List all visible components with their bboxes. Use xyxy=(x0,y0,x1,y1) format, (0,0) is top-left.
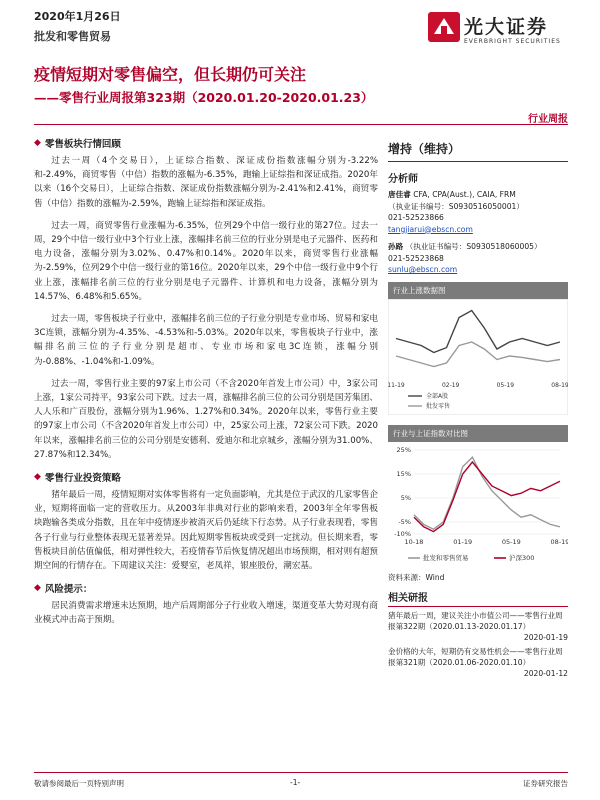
y-tick-label: 25% xyxy=(396,445,411,454)
chart-title: 行业与上证指数对比图 xyxy=(388,425,568,442)
y-tick-label: 5% xyxy=(400,493,411,502)
chart-industry-up-svg xyxy=(388,299,568,415)
paragraph: 过去一周（4个交易日），上证综合指数、深证成份指数涨幅分别为-3.22%和-2.49%，商贸零售（中信）指数的涨幅为-6.35%，跑输上证综指和深证成指。2020年以来（16个交易日），上证综合指数、深证成份指数涨幅分别为-2.41%和2.41%，商贸零售（中信）指数的涨幅为-2.59%，跑输上证综指和深证成指。 xyxy=(34,156,378,209)
chart-vs-index xyxy=(388,425,568,583)
analyst-credentials: CFA, CPA(Aust.), CAIA, FRM xyxy=(413,190,516,199)
legend-label: 批发零售 xyxy=(426,402,451,410)
x-tick-label: 08-19 xyxy=(551,381,568,389)
footer-divider xyxy=(34,772,568,773)
analyst-cert: （执业证书编号：S0930516050001） xyxy=(388,201,524,211)
x-tick-label: 02-19 xyxy=(441,381,460,389)
related-report[interactable] xyxy=(388,610,568,643)
legend-label: 全部A股 xyxy=(426,392,449,400)
y-tick-label: -5% xyxy=(398,517,411,526)
paragraph: 过去一周，商贸零售行业涨幅为-6.35%，位列29个中信一级行业的第27位。过去一周，29个中信一级行业中3个行业上涨，涨幅排名前三位的行业分别是电子元器件、医药和电力设备，涨幅分别为3.02%、0.47%和0.14%。2020年以来，商贸零售行业涨幅为-2.59%，位列29个中信一级行业的第16位。2020年以来，29个中信一级行业中9个行业上涨，涨幅排名前三位的行业分别是电子元器件、计算机和电力设备，涨幅分别为14.57%、6.48%和5.65%。 xyxy=(34,220,378,302)
report-subtitle: ——零售行业周报第323期（2020.01.20-2020.01.23） xyxy=(34,90,374,105)
logo-text-cn: 光大证券 xyxy=(464,16,549,38)
x-tick-label: 11-19 xyxy=(388,381,405,389)
x-tick-label: 05-19 xyxy=(501,537,521,546)
x-tick-label: 10-18 xyxy=(404,537,424,546)
chart-industry-up xyxy=(388,282,568,419)
paragraph: 过去一周，零售板块子行业中，涨幅排名前三位的子行业分别是专业市场、贸易和家电3C连锁，涨幅分别为-4.35%、-4.53%和-5.03%。2020年以来，零售板块子行业中，涨幅排名前三位的子行业分别是超市、专业市场和家电3C连锁，涨幅分别为-0.88%、-1.04%和-1.09%。 xyxy=(34,314,378,367)
legend-label: 沪深300 xyxy=(509,553,535,562)
related-report[interactable] xyxy=(388,646,568,679)
paragraph: 过去一周，零售行业主要的97家上市公司（不含2020年首发上市公司）中，3家公司上涨，1家公司持平，93家公司下跌。过去一周，涨幅排名前三位的公司分别是国芳集团、人人乐和广百股份，涨幅分别为1.96%、1.27%和0.34%。2020年以来，零售行业主要的97家上市公司（不含2020年首发上市公司）中，25家公司上涨，72家公司下跌。2020年以来，涨幅排名前三位的公司分别是安德利、爱迪尔和北京城乡，涨幅分别为31.00%、27.87%和12.34%。 xyxy=(34,378,378,460)
page-number: -1- xyxy=(290,778,301,787)
related-report-date: 2020-01-19 xyxy=(523,632,568,642)
related-report-title: 猪年最后一周，建议关注小市值公司——零售行业周报第322期（2020.01.13-2020.01.17） xyxy=(388,610,563,631)
section-heading-strategy: ◆ 零售行业投资策略 xyxy=(34,472,121,485)
analyst-name: 唐佳睿 xyxy=(388,190,411,199)
y-tick-label: -10% xyxy=(394,529,411,538)
footer-disclaimer: 敬请参阅最后一页特别声明 xyxy=(34,779,124,788)
analyst-email-link[interactable]: tangjiarui@ebscn.com xyxy=(388,224,473,234)
analyst-cert: （执业证书编号：S0930518060005） xyxy=(405,242,542,251)
chart-title: 行业上涨数据图 xyxy=(388,282,568,299)
diamond-bullet-icon: ◆ xyxy=(34,472,41,483)
analyst-phone: 021-52523868 xyxy=(388,253,444,263)
report-title: 疫情短期对零售偏空，但长期仍可关注 xyxy=(34,65,307,84)
paragraph: 猪年最后一周，疫情短期对实体零售将有一定负面影响，尤其是位于武汉的几家零售企业，短期将面临一定的营收压力。从2003年非典对行业的影响来看，2003年全年零售板块跑输各类成分指数，且在年中疫情逐步被消灭后仍延续下行态势。从子行业表现看，零售各子行业与行业整体表现无显著差异。因此短期零售板块或受到一定扰动。但长期来看，零售板块目前估值偏低，相对弹性较大，若疫情春节后恢复情况超出市场预期，相对则有超预期空间的行情存在。下周建议关注：爱婴室，老凤祥，银座股份，潮宏基。 xyxy=(34,490,378,572)
x-tick-label: 01-19 xyxy=(453,537,473,546)
analysts-heading: 分析师 xyxy=(388,174,418,185)
rating: 增持（维持） xyxy=(388,134,568,162)
analyst-phone: 021-52523866 xyxy=(388,213,444,222)
diamond-bullet-icon: ◆ xyxy=(34,583,41,594)
legend-label: 批发和零售贸易 xyxy=(423,553,469,562)
chart-source: 资料来源：Wind xyxy=(388,572,445,582)
main-column xyxy=(34,134,378,636)
y-tick-label: 15% xyxy=(396,469,411,478)
footer-label: 证券研究报告 xyxy=(523,779,568,788)
logo-text-en: EVERBRIGHT SECURITIES xyxy=(464,38,561,45)
related-report-date: 2020-01-12 xyxy=(523,668,568,678)
logo-mark-icon xyxy=(428,12,460,42)
chart-vs-index-svg xyxy=(388,442,568,566)
analyst-name: 孙路 xyxy=(388,242,404,251)
related-report-title: 金价格的大年，短期仍有交易性机会——零售行业周报第321期（2020.01.06-2020.01.10） xyxy=(388,646,563,667)
analyst-block xyxy=(388,189,568,235)
company-logo xyxy=(428,10,578,50)
paragraph: 居民消费需求增速未达预期，地产后周期部分子行业收入增速，渠道变革大势对现有商业模式冲击高于预期。 xyxy=(34,601,378,626)
report-date: 2020年1月26日 xyxy=(34,10,121,23)
x-tick-label: 05-19 xyxy=(496,381,515,389)
industry-category: 批发和零售贸易 xyxy=(34,30,111,43)
analyst-email-link[interactable]: sunlu@ebscn.com xyxy=(388,265,458,274)
header-divider xyxy=(34,124,568,125)
analyst-block xyxy=(388,241,568,276)
diamond-bullet-icon: ◆ xyxy=(34,138,41,148)
report-type: 行业周报 xyxy=(528,114,568,125)
section-heading-market-review: ◆ 零售板块行情回顾 xyxy=(34,138,121,150)
x-tick-label: 08-19 xyxy=(550,537,568,546)
related-heading: 相关研报 xyxy=(388,589,568,607)
sidebar-column xyxy=(388,134,568,679)
section-heading-risk: ◆ 风险提示： xyxy=(34,583,93,596)
